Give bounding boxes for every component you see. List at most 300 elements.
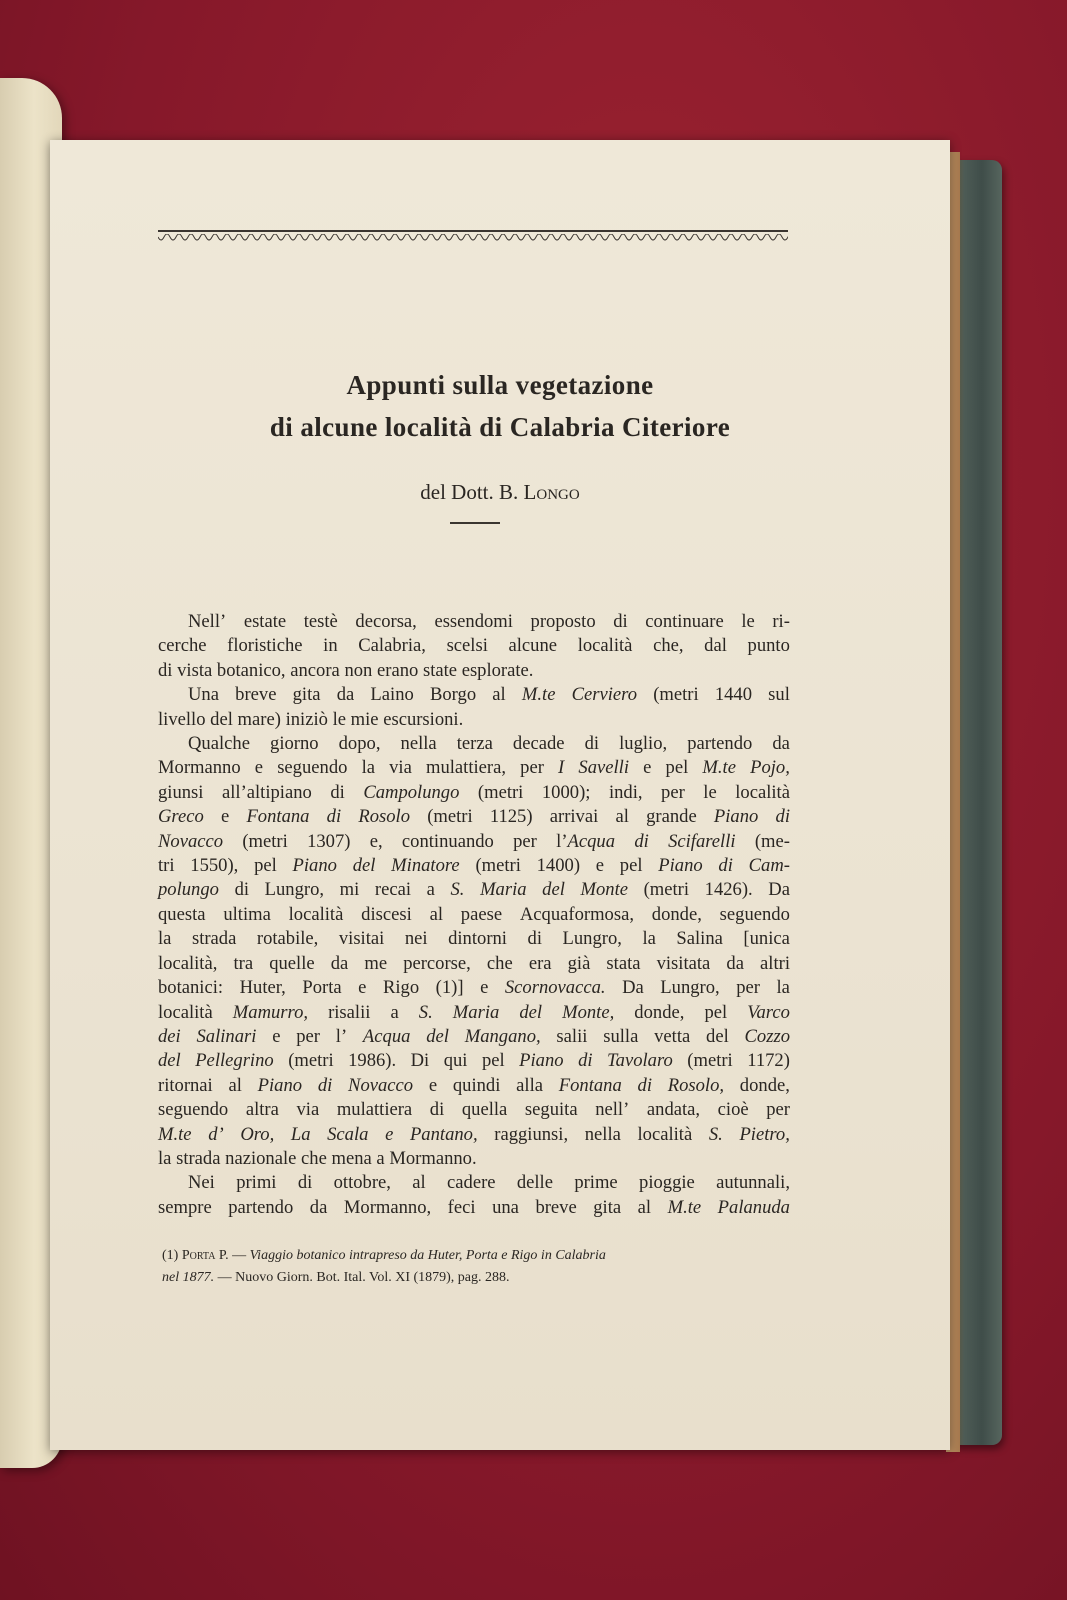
article-body: [158, 610, 790, 1220]
body-word: una: [492, 1196, 519, 1218]
body-word: Fontana: [246, 806, 310, 828]
body-word: nella: [584, 1123, 621, 1145]
body-word: ritornai: [158, 1074, 213, 1096]
body-word: Piano: [713, 806, 759, 828]
body-line: [158, 659, 790, 683]
body-word: altri: [760, 952, 790, 974]
body-word: e: [272, 1025, 281, 1047]
body-word: e: [428, 1074, 438, 1096]
header-wave-ornament: [158, 234, 788, 244]
footnote-author: Porta P.: [181, 1248, 229, 1263]
body-line: [158, 1025, 790, 1049]
body-word: sempre: [158, 1196, 212, 1218]
body-word: arrivai: [549, 806, 599, 828]
body-word: [unica: [743, 928, 790, 950]
body-word: seguendo: [158, 1099, 229, 1121]
body-word: Da: [768, 879, 790, 901]
body-word: Qualche: [188, 733, 250, 755]
body-word: 1426).: [704, 879, 753, 901]
body-line: [158, 756, 790, 780]
body-word: sulla: [603, 1025, 639, 1047]
body-word: di: [634, 830, 649, 852]
body-word: M.te: [667, 1196, 702, 1218]
body-word: M.te: [158, 1123, 192, 1145]
body-word: botanici:: [158, 977, 224, 999]
body-word: stata: [606, 952, 641, 974]
body-word: feci: [447, 1196, 476, 1218]
body-word: S.: [418, 1001, 433, 1023]
body-word: non: [344, 659, 373, 681]
body-word: dei: [158, 1025, 181, 1047]
body-word: andata,: [646, 1099, 701, 1121]
body-word: raggiunsi,: [494, 1123, 569, 1145]
body-word: discesi: [361, 903, 412, 925]
body-word: Minatore: [391, 855, 460, 877]
body-word: Pantano,: [409, 1123, 478, 1145]
body-word: S.: [450, 879, 465, 901]
body-word: decorsa,: [355, 611, 417, 632]
body-word: 1125): [489, 806, 533, 828]
body-word: per: [661, 781, 685, 803]
body-word: al: [615, 806, 629, 828]
body-word: e: [480, 977, 489, 999]
body-word: botanico,: [216, 659, 286, 681]
body-word: state: [422, 659, 458, 681]
body-word: Mamurro,: [232, 1001, 309, 1023]
body-word: nei: [404, 928, 428, 950]
body-word: nella: [400, 733, 437, 755]
body-word: Nell’: [188, 611, 227, 632]
body-word: pel: [254, 855, 277, 877]
body-word: visitata: [656, 952, 711, 974]
body-word: terza: [456, 733, 493, 755]
body-word: dal: [704, 635, 727, 657]
body-word: Rigo: [382, 977, 420, 999]
body-word: le: [332, 708, 346, 730]
body-word: Lungro,: [562, 928, 622, 950]
body-line: [158, 1171, 790, 1195]
footnote: [162, 1245, 787, 1289]
body-word: quelle: [269, 952, 315, 974]
body-word: Monte,: [562, 1001, 615, 1023]
body-word: 1440: [714, 684, 752, 706]
body-word: Maria: [452, 1001, 500, 1023]
body-word: I: [558, 757, 565, 779]
body-line: [158, 805, 790, 829]
body-word: gita: [292, 684, 321, 706]
body-word: recai: [374, 879, 412, 901]
body-word: di: [613, 611, 628, 632]
body-word: al: [412, 1172, 426, 1194]
body-line: [158, 732, 790, 756]
body-word: (metri: [687, 1050, 733, 1072]
body-word: del: [426, 1025, 449, 1047]
footnote-dash: —: [228, 1248, 250, 1263]
body-word: indi,: [608, 781, 643, 803]
body-word: Novacco: [158, 830, 224, 852]
body-word: tri: [158, 855, 175, 877]
body-word: cioè: [717, 1099, 749, 1121]
body-line: [158, 927, 790, 951]
body-word: (metri: [477, 781, 524, 803]
body-word: nazionale: [225, 1147, 297, 1169]
body-word: Huter,: [239, 977, 286, 999]
body-word: donde,: [739, 1074, 790, 1096]
body-word: Salina: [676, 928, 723, 950]
body-word: Piano: [519, 1050, 564, 1072]
body-word: Mormanno: [158, 757, 241, 779]
body-word: partendo: [228, 1196, 294, 1218]
body-word: pel: [704, 1001, 728, 1023]
body-word: donde,: [634, 1001, 685, 1023]
body-word: Nei: [188, 1172, 215, 1194]
body-word: mie: [350, 708, 379, 730]
body-word: località,: [158, 952, 218, 974]
body-word: 1000);: [541, 781, 591, 803]
author-prefix: del Dott. B.: [420, 480, 519, 504]
body-word: testè: [303, 611, 338, 632]
body-word: località: [637, 1123, 693, 1145]
body-line: [158, 1001, 790, 1025]
body-word: scelsi: [446, 635, 488, 657]
body-word: qui: [443, 1050, 468, 1072]
body-word: che: [301, 1147, 327, 1169]
body-word: e: [220, 806, 230, 828]
body-word: località: [288, 903, 344, 925]
body-word: e: [643, 757, 652, 779]
body-word: e: [595, 855, 605, 877]
body-word: 1986).: [348, 1050, 397, 1072]
body-word: Scala: [327, 1123, 369, 1145]
body-word: Acquaformosa,: [519, 903, 634, 925]
body-word: S.: [708, 1123, 723, 1145]
body-line: [158, 976, 790, 1000]
body-word: Da: [622, 977, 644, 999]
body-word: Novacco: [348, 1074, 414, 1096]
body-word: grande: [646, 806, 697, 828]
body-word: pioggie: [639, 1172, 695, 1194]
body-word: tra: [233, 952, 254, 974]
body-word: la: [361, 757, 375, 779]
body-line: [158, 683, 790, 707]
body-word: Cam-: [748, 855, 790, 877]
body-word: Laino: [370, 684, 414, 706]
body-word: al: [492, 684, 506, 706]
body-word: seguendo: [719, 903, 790, 925]
body-word: Pojo,: [750, 757, 790, 779]
body-word: da: [726, 952, 744, 974]
body-word: di: [637, 1074, 652, 1096]
body-word: Pietro,: [739, 1123, 790, 1145]
body-word: località: [158, 1001, 213, 1023]
body-word: pel: [619, 855, 643, 877]
body-word: per: [736, 977, 760, 999]
body-word: da: [336, 684, 355, 706]
body-word: (metri: [427, 806, 473, 828]
body-word: e: [254, 757, 264, 779]
body-word: Mormanno,: [343, 1196, 432, 1218]
body-word: (metri: [643, 879, 690, 901]
body-word: Palanuda: [717, 1196, 790, 1218]
body-word: mare): [237, 708, 281, 730]
body-word: di: [297, 1172, 313, 1194]
book-page: [50, 140, 950, 1450]
body-word: l’: [335, 1025, 348, 1047]
body-word: località: [577, 635, 633, 657]
body-word: Cozzo: [744, 1025, 790, 1047]
body-word: sul: [768, 684, 790, 706]
body-word: di: [317, 1074, 333, 1096]
body-word: al: [429, 903, 443, 925]
body-line: [158, 1049, 790, 1073]
body-word: autunnali,: [716, 1172, 790, 1194]
body-word: l’Acqua: [556, 830, 616, 852]
body-word: 1550),: [190, 855, 239, 877]
body-word: a: [376, 1147, 385, 1169]
footnote-reference: — Nuovo Giorn. Bot. Ital. Vol. XI (1879), pag. 288.: [214, 1270, 510, 1285]
body-word: pel: [481, 1050, 505, 1072]
body-word: via: [389, 757, 412, 779]
body-word: strada: [191, 928, 237, 950]
body-word: di: [429, 1099, 445, 1121]
body-word: M.te: [521, 684, 556, 706]
body-word: (1)]: [435, 977, 464, 999]
body-word: del: [158, 1050, 181, 1072]
body-word: percorse,: [403, 952, 471, 974]
body-word: Monte: [580, 879, 628, 901]
body-line: [158, 1196, 790, 1220]
body-word: Di: [410, 1050, 430, 1072]
body-line: [158, 1074, 790, 1098]
body-word: seguendo: [277, 757, 348, 779]
body-word: la: [158, 1147, 172, 1169]
body-line: [158, 1147, 790, 1171]
body-word: polungo: [158, 879, 219, 901]
body-word: la: [642, 928, 656, 950]
body-word: erano: [377, 659, 419, 681]
footnote-mark: (1): [162, 1248, 179, 1263]
body-word: Savelli: [578, 757, 629, 779]
body-word: (metri: [653, 684, 699, 706]
body-word: (metri: [242, 830, 288, 852]
body-word: risalii: [328, 1001, 371, 1023]
body-word: mulattiera: [336, 1099, 413, 1121]
body-word: le: [741, 611, 755, 632]
body-word: decade: [512, 733, 565, 755]
body-word: Scifarelli: [668, 830, 736, 852]
body-word: le: [703, 781, 717, 803]
body-word: floristiche: [227, 635, 303, 657]
body-word: pel: [665, 757, 689, 779]
body-word: punto: [747, 635, 790, 657]
body-line: [158, 1123, 790, 1147]
body-word: Oro,: [240, 1123, 275, 1145]
body-word: breve: [535, 1196, 577, 1218]
body-word: proposto: [530, 611, 596, 632]
body-word: la: [776, 977, 790, 999]
body-word: (metri: [475, 855, 521, 877]
body-word: e: [385, 1123, 394, 1145]
body-word: era: [528, 952, 552, 974]
body-word: Greco: [158, 806, 204, 828]
body-word: dintorni: [448, 928, 507, 950]
body-word: Piano: [257, 1074, 303, 1096]
body-word: cadere: [447, 1172, 496, 1194]
body-line: [158, 781, 790, 805]
body-word: Rosolo,: [667, 1074, 725, 1096]
body-line: [158, 610, 790, 634]
body-word: del: [352, 855, 376, 877]
body-word: quella: [461, 1099, 508, 1121]
body-word: per: [296, 1025, 320, 1047]
body-word: primi: [236, 1172, 277, 1194]
body-word: di: [326, 806, 342, 828]
body-word: ottobre,: [333, 1172, 391, 1194]
body-word: donde,: [651, 903, 702, 925]
body-word: ri-: [772, 611, 790, 632]
article-author: [50, 480, 950, 505]
body-word: del: [210, 708, 233, 730]
body-word: Lungro,: [264, 879, 325, 901]
body-word: del: [542, 879, 565, 901]
body-word: M.te: [702, 757, 736, 779]
body-word: da: [309, 1196, 328, 1218]
body-word: giorno: [270, 733, 319, 755]
body-word: di: [158, 659, 173, 681]
body-word: Lungro,: [660, 977, 720, 999]
body-word: di: [584, 733, 600, 755]
body-word: (me-: [754, 830, 790, 852]
body-word: Salinari: [196, 1025, 257, 1047]
body-word: di: [578, 1050, 593, 1072]
body-word: e: [358, 977, 367, 999]
body-word: al: [228, 1074, 242, 1096]
body-word: al: [637, 1196, 652, 1218]
body-word: Calabria,: [358, 635, 426, 657]
body-word: di: [527, 928, 542, 950]
body-word: a: [426, 879, 435, 901]
body-word: mena: [331, 1147, 372, 1169]
body-word: continuando: [401, 830, 494, 852]
body-word: ultima: [223, 903, 271, 925]
body-word: paese: [460, 903, 503, 925]
footnote-work-title: Viaggio botanico intrapreso da Huter, Porta e Rigo in Calabria: [249, 1248, 606, 1263]
body-word: da: [772, 733, 790, 755]
body-word: Pellegrino: [195, 1050, 274, 1072]
body-word: salii: [556, 1025, 588, 1047]
body-word: alcune: [508, 635, 558, 657]
body-word: e,: [369, 830, 383, 852]
body-word: vetta: [654, 1025, 691, 1047]
body-word: (metri: [288, 1050, 334, 1072]
body-word: essendomi: [434, 611, 513, 632]
body-word: escursioni.: [383, 708, 464, 730]
body-word: Varco: [747, 1001, 790, 1023]
body-word: questa: [158, 903, 206, 925]
body-word: strada: [176, 1147, 221, 1169]
body-word: località: [735, 781, 790, 803]
body-word: Acqua: [362, 1025, 411, 1047]
body-word: 1172): [747, 1050, 790, 1072]
body-word: visitai: [338, 928, 385, 950]
body-word: Porta: [302, 977, 342, 999]
body-word: di: [234, 879, 250, 901]
body-word: per: [766, 1099, 790, 1121]
body-word: alla: [516, 1074, 543, 1096]
header-rule: [158, 230, 788, 232]
body-word: del: [706, 1025, 729, 1047]
body-word: per: [513, 830, 537, 852]
body-word: La: [290, 1123, 311, 1145]
body-word: Scornovacca.: [504, 977, 606, 999]
body-word: delle: [516, 1172, 553, 1194]
body-word: ancora: [290, 659, 340, 681]
article-title-line-2: di alcune località di Calabria Citeriore: [269, 412, 731, 442]
body-word: Mangano,: [464, 1025, 541, 1047]
body-word: dopo,: [338, 733, 381, 755]
body-word: a: [390, 1001, 399, 1023]
body-word: 1307): [307, 830, 351, 852]
body-line: [158, 634, 790, 658]
article-title-line-1: Appunti sulla vegetazione: [346, 370, 654, 400]
body-word: Piano: [658, 855, 703, 877]
body-word: altra: [245, 1099, 279, 1121]
body-line: [158, 830, 790, 854]
author-name: Longo: [523, 480, 580, 504]
body-word: me: [364, 952, 388, 974]
body-word: Rosolo: [358, 806, 410, 828]
body-word: quindi: [452, 1074, 501, 1096]
title-separator-rule: [450, 522, 500, 524]
body-word: breve: [235, 684, 277, 706]
body-word: di: [718, 855, 733, 877]
body-line: [158, 708, 790, 732]
body-word: da: [330, 952, 349, 974]
body-word: iniziò: [285, 708, 328, 730]
body-word: che: [486, 952, 513, 974]
body-word: Tavolaro: [607, 1050, 673, 1072]
body-word: gita: [593, 1196, 622, 1218]
body-line: [158, 952, 790, 976]
body-word: Campolungo: [363, 781, 460, 803]
body-word: partendo: [687, 733, 753, 755]
body-word: per: [520, 757, 544, 779]
body-word: Cerviero: [571, 684, 638, 706]
body-word: luglio,: [619, 733, 668, 755]
body-word: via: [296, 1099, 320, 1121]
body-word: estate: [243, 611, 287, 632]
body-word: Borgo: [429, 684, 477, 706]
body-word: rotabile,: [256, 928, 319, 950]
body-word: 1400): [536, 855, 581, 877]
body-word: di: [775, 806, 790, 828]
body-word: Mormanno.: [389, 1147, 477, 1169]
body-word: d’: [208, 1123, 224, 1145]
body-word: già: [567, 952, 591, 974]
body-word: prime: [574, 1172, 618, 1194]
body-line: [158, 878, 790, 902]
body-word: mulattiera,: [425, 757, 507, 779]
body-word: Piano: [292, 855, 337, 877]
body-word: mi: [339, 879, 360, 901]
body-word: la: [158, 928, 172, 950]
body-word: continuare: [645, 611, 724, 632]
body-word: seguita: [524, 1099, 578, 1121]
body-word: Maria: [480, 879, 527, 901]
body-word: vista: [177, 659, 213, 681]
body-word: di: [330, 781, 345, 803]
body-word: del: [519, 1001, 543, 1023]
